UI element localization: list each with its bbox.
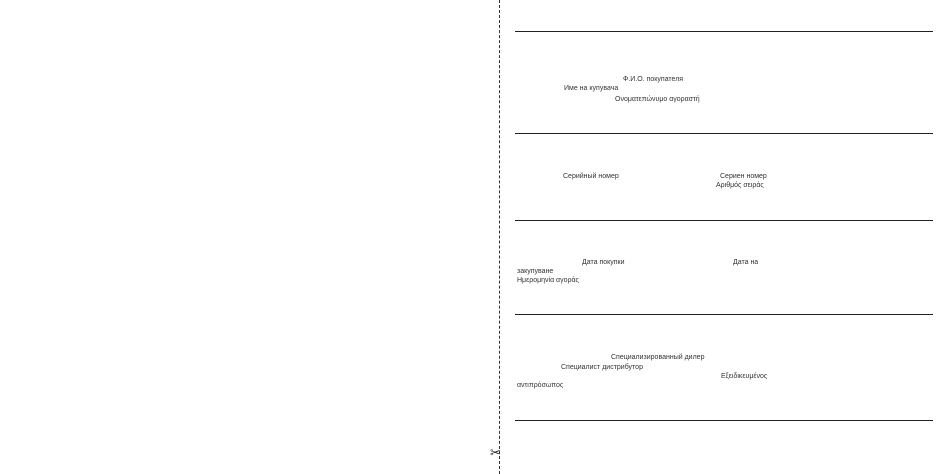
purchase-date-label-bg-1: Дата на (733, 259, 759, 266)
purchase-date-label-el: Ημερομηνία αγοράς (517, 277, 579, 284)
buyer-name-label-ru: Ф.И.О. покупателя (623, 76, 684, 83)
form-rule-dealer (515, 420, 933, 421)
dealer-label-ru: Специализированный дилер (611, 354, 705, 361)
buyer-name-label-bg: Име на купувача (564, 85, 619, 92)
serial-number-label-ru: Серийный номер (563, 173, 619, 180)
scissors-icon: ✂ (490, 446, 501, 461)
form-rule-date (515, 314, 933, 315)
form-rule-top (515, 31, 933, 32)
form-rule-buyer (515, 133, 933, 134)
dealer-label-el-2: αντιπρόσωπος (517, 382, 564, 389)
form-rule-serial (515, 220, 933, 221)
serial-number-label-bg: Сериен номер (720, 173, 767, 180)
buyer-name-label-el: Ονοματεπώνυμο αγοραστή (615, 96, 700, 103)
dealer-label-el-1: Εξειδικευμένος (721, 373, 768, 380)
purchase-date-label-ru: Дата покупки (582, 259, 625, 266)
cut-line (499, 0, 500, 474)
dealer-label-bg: Специалист дистрибутор (561, 364, 643, 371)
serial-number-label-el: Αριθμός σειράς (716, 182, 764, 189)
purchase-date-label-bg-2: закупуване (517, 268, 554, 275)
